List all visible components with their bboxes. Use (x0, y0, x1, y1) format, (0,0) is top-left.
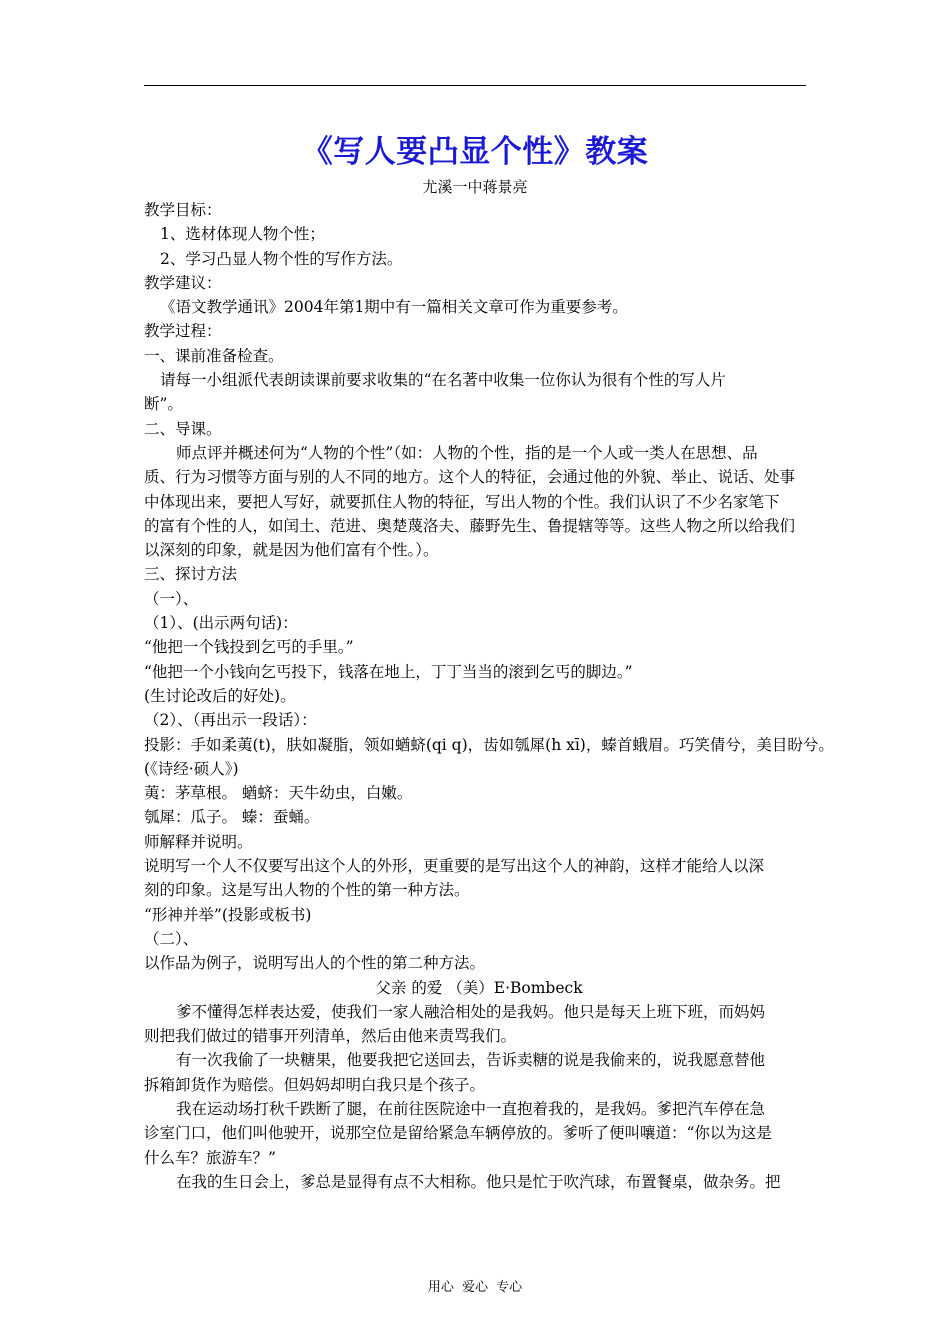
body-line: 父亲 的爱 （美）E·Bombeck (375, 978, 583, 997)
body-line: 师点评并概述何为“人物的个性”（如：人物的个性，指的是一个人或一类人在思想、品 (176, 443, 758, 462)
document-author: 尤溪一中蒋景亮 (422, 178, 528, 196)
body-line: 投影：手如柔荑(t)，肤如凝脂，领如蝤蛴(qi q)，齿如瓠犀(h xī)，螓首蛾眉。巧笑倩兮，美目盼兮。 (144, 735, 834, 754)
body-line: 断”。 (144, 395, 183, 414)
page-footer: 用心 爱心 专心 (427, 1280, 523, 1295)
body-line: 荑：茅草根。 蝤蛴：天牛幼虫，白嫩。 (144, 784, 413, 803)
body-line: “他把一个钱投到乞丐的手里。” (144, 638, 354, 657)
body-line: 以作品为例子，说明写出人的个性的第二种方法。 (144, 954, 486, 973)
body-line: 教学过程： (144, 322, 222, 341)
body-line: “形神并举”(投影或板书) (144, 905, 312, 924)
header-rule (144, 85, 806, 86)
body-line: 二、导课。 (144, 419, 222, 438)
body-line: 瓠犀：瓜子。 螓：蚕蛹。 (144, 808, 320, 827)
body-line: 诊室门口，他们叫他驶开，说那空位是留给紧急车辆停放的。爹听了便叫嚷道：“你以为这是 (144, 1124, 772, 1143)
body-line: 以深刻的印象，就是因为他们富有个性。）。 (144, 541, 439, 560)
body-line: 师解释并说明。 (144, 832, 253, 851)
body-line: 什么车？旅游车？” (144, 1148, 276, 1167)
body-line: 刻的印象。这是写出人物的个性的第一种方法。 (144, 881, 470, 900)
body-line: “他把一个小钱向乞丐投下，钱落在地上，丁丁当当的滚到乞丐的脚边。” (144, 662, 633, 681)
body-line: 教学建议： (144, 273, 222, 292)
body-line: （二）、 (144, 929, 199, 948)
body-line: (生讨论改后的好处)。 (144, 686, 296, 705)
body-line: 我在运动场打秋千跌断了腿，在前往医院途中一直抱着我的，是我妈。爹把汽车停在急 (176, 1099, 766, 1118)
body-line: 一、课前准备检查。 (144, 346, 284, 365)
document-title: 《写人要凸显个性》教案 (301, 134, 649, 170)
body-line: （2）、（再出示一段话）： (144, 711, 317, 730)
document-body (144, 198, 834, 1194)
body-line: 说明写一个人不仅要写出这个人的外形，更重要的是写出这个人的神韵，这样才能给人以深 (144, 857, 765, 876)
body-line: 教学目标： (144, 201, 222, 219)
body-line: 2、学习凸显人物个性的写作方法。 (160, 249, 403, 268)
body-line: 在我的生日会上，爹总是显得有点不大相称。他只是忙于吹汽球，布置餐桌，做杂务。把 (176, 1172, 781, 1191)
body-line: 爹不懂得怎样表达爱，使我们一家人融洽相处的是我妈。他只是每天上班下班，而妈妈 (176, 1002, 766, 1021)
body-line: 的富有个性的人，如闰土、范进、奥楚蔑洛夫、藤野先生、鲁提辖等等。这些人物之所以给我们 (144, 516, 796, 535)
body-line: 《语文教学通讯》2004年第1期中有一篇相关文章可作为重要参考。 (160, 298, 628, 317)
body-line: （一）、 (144, 589, 199, 608)
body-line: (《诗经·硕人》) (144, 759, 239, 778)
body-line: 请每一小组派代表朗读课前要求收集的“在名著中收集一位你认为很有个性的写人片 (160, 371, 726, 390)
body-line: （1）、(出示两句话)： (144, 614, 298, 633)
body-line: 拆箱卸货作为赔偿。但妈妈却明白我只是个孩子。 (144, 1075, 486, 1094)
body-line: 三、探讨方法 (144, 565, 238, 584)
body-line: 则把我们做过的错事开列清单，然后由他来责骂我们。 (144, 1027, 517, 1046)
body-line: 1、选材体现人物个性； (160, 225, 325, 244)
body-line: 质、行为习惯等方面与别的人不同的地方。这个人的特征，会通过他的外貌、举止、说话、处事 (144, 468, 796, 487)
body-line: 中体现出来，要把人写好，就要抓住人物的特征，写出人物的个性。我们认识了不少名家笔下 (144, 492, 780, 511)
body-line: 有一次我偷了一块糖果，他要我把它送回去，告诉卖糖的说是我偷来的，说我愿意替他 (176, 1051, 766, 1070)
